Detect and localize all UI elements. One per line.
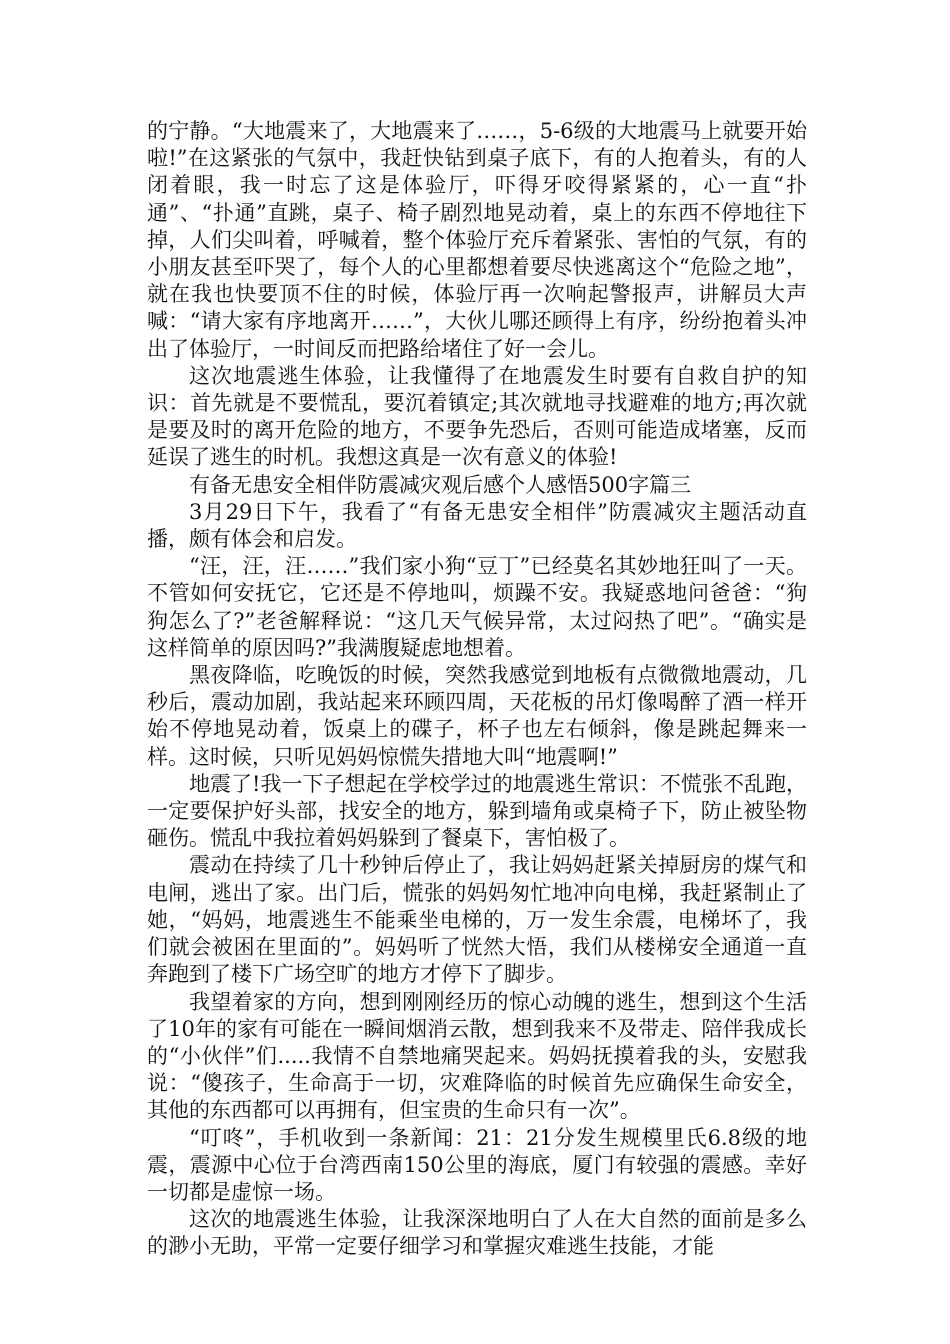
paragraph-news: “叮咚”，手机收到一条新闻：21：21分发生规模里氏6.8级的地震，震源中心位于台湾西南150公里的海底，厦门有较强的震感。幸好一切都是虚惊一场。 <box>147 1125 807 1204</box>
paragraph-continuation: 的宁静。“大地震来了，大地震来了……，5-6级的大地震马上就要开始啦!”在这紧张的气氛中，我赶快钻到桌子底下，有的人抱着头，有的人闭着眼，我一时忘了这是体验厅，吓得牙咬得紧紧的，心一直“扑通”、“扑通”直跳，桌子、椅子剧烈地晃动着，桌上的东西不停地往下掉，人们尖叫着，呼喊着，整个体验厅充斥着紧张、害怕的气氛，有的小朋友甚至吓哭了，每个人的心里都想着要尽快逃离这个“危险之地”，就在我也快要顶不住的时候，体验厅再一次响起警报声，讲解员大声喊：“请大家有序地离开……”，大伙儿哪还顾得上有序，纷纷抱着头冲出了体验厅，一时间反而把路给堵住了好一会儿。 <box>147 119 807 361</box>
paragraph-lesson: 这次地震逃生体验，让我懂得了在地震发生时要有自救自护的知识：首先就是不要慌乱，要沉着镇定;其次就地寻找避难的地方;再次就是要及时的离开危险的地方，不要争先恐后，否则可能造成堵塞，反而延误了逃生的时机。我想这真是一次有意义的体验! <box>147 363 807 470</box>
paragraph-earthquake: 地震了!我一下子想起在学校学过的地震逃生常识：不慌张不乱跑，一定要保护好头部，找安全的地方，躲到墙角或桌椅子下，防止被坠物砸伤。慌乱中我拉着妈妈躲到了餐桌下，害怕极了。 <box>147 771 807 851</box>
section-heading: 有备无患安全相伴防震减灾观后感个人感悟500字篇三 <box>189 472 692 497</box>
paragraph-conclusion: 这次的地震逃生体验，让我深深地明白了人在大自然的面前是多么的渺小无助，平常一定要仔细学习和掌握灾难逃生技能，才能 <box>147 1207 807 1259</box>
article-body <box>147 118 807 1261</box>
paragraph-intro: 3月29日下午，我看了“有备无患安全相伴”防震减灾主题活动直播，颇有体会和启发。 <box>147 499 807 552</box>
paragraph-home: 我望着家的方向，想到刚刚经历的惊心动魄的逃生，想到这个生活了10年的家有可能在一瞬间烟消云散，想到我来不及带走、陪伴我成长的“小伙伴”们.....我情不自禁地痛哭起来。妈妈抚摸着我的头，安慰我说：“傻孩子，生命高于一切，灾难降临的时候首先应确保生命安全，其他的东西都可以再拥有，但宝贵的生命只有一次”。 <box>147 989 807 1123</box>
paragraph-dog: “汪，汪，汪……”我们家小狗“豆丁”已经莫名其妙地狂叫了一天。不管如何安抚它，它还是不停地叫，烦躁不安。我疑惑地问爸爸：“狗狗怎么了?”老爸解释说：“这几天气候异常，太过闷热了吧”。“确实是这样简单的原因吗?”我满腹疑虑地想着。 <box>147 554 807 660</box>
paragraph-night: 黑夜降临，吃晚饭的时候，突然我感觉到地板有点微微地震动，几秒后，震动加剧，我站起来环顾四周，天花板的吊灯像喝醉了酒一样开始不停地晃动着，饭桌上的碟子，杯子也左右倾斜，像是跳起舞来一样。这时候，只听见妈妈惊慌失措地大叫“地震啊!” <box>147 663 807 769</box>
paragraph-escape: 震动在持续了几十秒钟后停止了，我让妈妈赶紧关掉厨房的煤气和电闸，逃出了家。出门后，慌张的妈妈匆忙地冲向电梯，我赶紧制止了她，“妈妈，地震逃生不能乘坐电梯的，万一发生余震，电梯坏了，我们就会被困在里面的”。妈妈听了恍然大悟，我们从楼梯安全通道一直奔跑到了楼下广场空旷的地方才停下了脚步。 <box>147 853 807 987</box>
